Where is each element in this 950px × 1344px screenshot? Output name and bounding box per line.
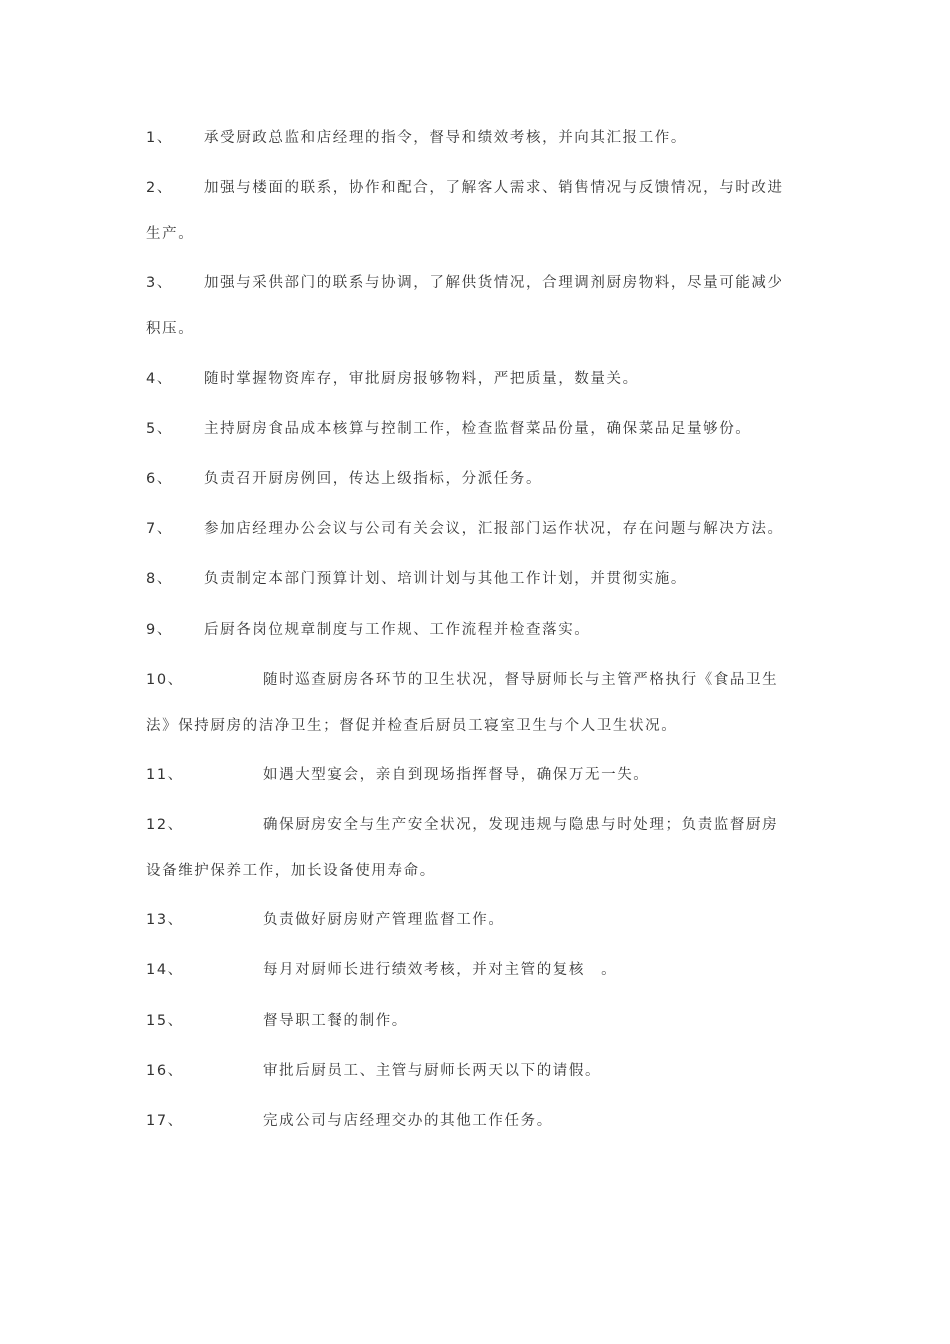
item-text: 加强与楼面的联系，协作和配合，了解客人需求、销售情况与反馈情况，与时改进 [204,180,784,196]
item-text-continued: 生产。 [146,226,195,242]
item-number: 7、 [146,521,173,537]
item-text: 负责召开厨房例回，传达上级指标，分派任务。 [204,471,543,487]
item-number: 3、 [146,275,173,291]
item-text: 参加店经理办公会议与公司有关会议，汇报部门运作状况，存在问题与解决方法。 [204,521,784,537]
item-text: 确保厨房安全与生产安全状况，发现违规与隐患与时处理；负责监督厨房 [263,817,779,833]
item-number: 14、 [146,962,184,978]
item-text: 如遇大型宴会，亲自到现场指挥督导，确保万无一失。 [263,767,650,783]
item-text: 承受厨政总监和店经理的指令，督导和绩效考核，并向其汇报工作。 [204,130,687,146]
item-text-continued: 积压。 [146,321,195,337]
item-text: 审批后厨员工、主管与厨师长两天以下的请假。 [263,1063,602,1079]
item-text-continued: 设备维护保养工作，加长设备使用寿命。 [146,863,436,879]
item-number: 2、 [146,180,173,196]
item-text: 主持厨房食品成本核算与控制工作，检查监督菜品份量，确保菜品足量够份。 [204,421,752,437]
item-number: 15、 [146,1013,184,1029]
item-number: 12、 [146,817,184,833]
item-number: 9、 [146,622,173,638]
item-number: 16、 [146,1063,184,1079]
item-text: 每月对厨师长进行绩效考核，并对主管的复核 。 [263,962,618,978]
item-text: 随时掌握物资库存，审批厨房报够物料，严把质量，数量关。 [204,371,639,387]
item-text: 加强与采供部门的联系与协调，了解供货情况，合理调剂厨房物料，尽量可能减少 [204,275,784,291]
item-text-continued: 法》保持厨房的洁净卫生；督促并检查后厨员工寝室卫生与个人卫生状况。 [146,718,678,734]
item-text: 完成公司与店经理交办的其他工作任务。 [263,1113,553,1129]
item-number: 8、 [146,571,173,587]
item-text: 督导职工餐的制作。 [263,1013,408,1029]
item-number: 1、 [146,130,173,146]
item-text: 随时巡查厨房各环节的卫生状况，督导厨师长与主管严格执行《食品卫生 [263,672,779,688]
item-number: 6、 [146,471,173,487]
item-number: 17、 [146,1113,184,1129]
item-number: 4、 [146,371,173,387]
item-text: 负责制定本部门预算计划、培训计划与其他工作计划，并贯彻实施。 [204,571,687,587]
item-number: 5、 [146,421,173,437]
item-text: 后厨各岗位规章制度与工作规、工作流程并检查落实。 [204,622,591,638]
item-number: 13、 [146,912,184,928]
item-number: 10、 [146,672,184,688]
item-number: 11、 [146,767,184,783]
item-text: 负责做好厨房财产管理监督工作。 [263,912,505,928]
